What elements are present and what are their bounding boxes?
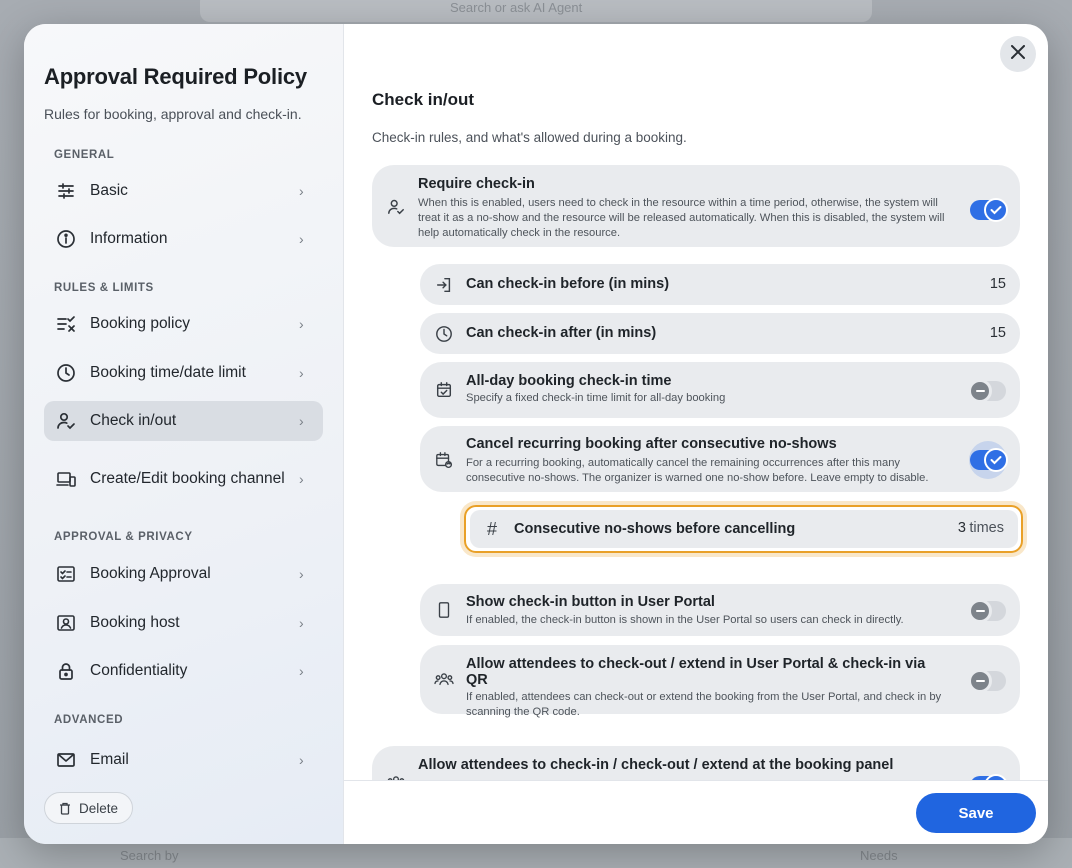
show-button-text: [466, 594, 950, 628]
sliders-icon: [56, 181, 76, 201]
clock-icon: [56, 363, 76, 383]
check-icon: [984, 198, 1008, 222]
cancel-recurring-description: For a recurring booking, automatically cancel the remaining occurrences after this many consecutive no-shows. The organizer is warned one no-show before. Leave empty to disable.: [466, 457, 929, 484]
sidebar-item-booking-time-date-limit[interactable]: [44, 353, 323, 393]
consecutive-no-shows-row[interactable]: [470, 510, 1018, 548]
sidebar-item-label: Confidentiality: [90, 662, 188, 679]
chevron-right-icon: ›: [299, 566, 304, 582]
background-search-hint: Search or ask AI Agent: [450, 0, 583, 15]
consecutive-text: [514, 521, 948, 537]
host-icon: [56, 613, 76, 633]
attendees-portal-row: [420, 645, 1020, 718]
checkin-before-text: [466, 276, 950, 292]
sidebar-item-label: Create/Edit booking channel: [90, 470, 285, 487]
minus-icon: [968, 599, 992, 623]
sidebar-item-create-edit-booking-channel[interactable]: [44, 450, 323, 508]
chevron-right-icon: ›: [299, 316, 304, 332]
background-bottom-right: Needs: [860, 848, 898, 863]
section-rules-limits: RULES & LIMITS: [54, 282, 154, 294]
attendees-portal-description: If enabled, attendees can check-out or extend the booking from the User Portal, and check in by scanning the QR code.: [466, 691, 942, 718]
show-button-title: Show check-in button in User Portal: [466, 594, 715, 610]
page-subtitle: Rules for booking, approval and check-in.: [44, 106, 302, 122]
sidebar-item-label: Information: [90, 230, 168, 247]
settings-content: [372, 90, 1020, 145]
checkin-after-title: Can check-in after (in mins): [466, 325, 657, 341]
delete-button[interactable]: [44, 792, 133, 824]
section-general: GENERAL: [54, 149, 115, 161]
info-icon: [56, 229, 76, 249]
section-description: Check-in rules, and what's allowed during a booking.: [372, 130, 687, 145]
chevron-right-icon: ›: [299, 471, 304, 487]
sidebar-item-label: Booking policy: [90, 315, 190, 332]
delete-label: Delete: [79, 800, 119, 816]
allday-description: Specify a fixed check-in time limit for all-day booking: [466, 392, 726, 404]
consecutive-value[interactable]: 3: [957, 520, 966, 536]
sidebar-item-label: Booking Approval: [90, 565, 211, 582]
mail-icon: [56, 750, 76, 770]
checkin-before-row[interactable]: [420, 264, 1020, 305]
require-checkin-description: When this is enabled, users need to check in the resource within a time period, otherwise, the system will treat it as a no-show and the resource will be released automatically. When this is disabled, the system will help automatically check in the resource.: [418, 197, 945, 239]
login-icon: [434, 275, 454, 295]
consecutive-title: Consecutive no-shows before cancelling: [514, 521, 796, 537]
main-panel: [344, 24, 1048, 844]
allday-text: [466, 373, 950, 406]
section-approval-privacy: APPROVAL & PRIVACY: [54, 531, 193, 543]
sidebar: [24, 24, 344, 844]
allday-checkin-row: [420, 362, 1020, 418]
cancel-recurring-toggle[interactable]: [970, 450, 1006, 470]
checkin-before-value[interactable]: 15: [989, 276, 1006, 292]
attendees-portal-toggle[interactable]: [970, 671, 1006, 691]
devices-icon: [56, 469, 76, 489]
page-title: Approval Required Policy: [44, 64, 307, 89]
sidebar-item-check-in-out[interactable]: [44, 401, 323, 441]
sidebar-item-label: Basic: [90, 182, 128, 199]
allday-title: All-day booking check-in time: [466, 373, 672, 389]
checkin-after-row[interactable]: [420, 313, 1020, 354]
chevron-right-icon: ›: [299, 183, 304, 199]
cancel-recurring-row: [420, 426, 1020, 492]
cancel-recurring-text: [466, 436, 950, 486]
chevron-right-icon: ›: [299, 231, 304, 247]
sidebar-item-confidentiality[interactable]: [44, 651, 323, 691]
save-button[interactable]: Save: [916, 793, 1036, 833]
attendees-panel-title: Allow attendees to check-in / check-out / extend at the booking panel: [418, 757, 894, 773]
checkin-after-value[interactable]: 15: [989, 325, 1006, 341]
require-checkin-toggle[interactable]: [970, 200, 1006, 220]
minus-icon: [968, 669, 992, 693]
chevron-right-icon: ›: [299, 413, 304, 429]
require-checkin-text: [418, 176, 950, 241]
sidebar-item-label: Check in/out: [90, 412, 177, 429]
chevron-right-icon: ›: [299, 615, 304, 631]
sidebar-item-label: Booking host: [90, 614, 180, 631]
checkin-after-text: [466, 325, 950, 341]
section-advanced: ADVANCED: [54, 714, 124, 726]
attendees-portal-text: [466, 656, 950, 720]
close-icon: [1011, 45, 1025, 64]
minus-icon: [968, 379, 992, 403]
approval-icon: [56, 564, 76, 584]
chevron-right-icon: ›: [299, 663, 304, 679]
chevron-right-icon: ›: [299, 365, 304, 381]
background-search-bar: [200, 0, 872, 22]
sidebar-item-information[interactable]: [44, 219, 323, 259]
consecutive-unit: times: [969, 520, 1004, 536]
sidebar-item-booking-approval[interactable]: [44, 554, 323, 594]
show-button-description: If enabled, the check-in button is shown in the User Portal so users can check in directly.: [466, 614, 904, 626]
person-check-icon: [386, 197, 406, 217]
require-checkin-row: [372, 165, 1020, 247]
chevron-right-icon: ›: [299, 752, 304, 768]
section-heading: Check in/out: [372, 90, 475, 109]
trash-icon: [59, 802, 71, 815]
clock-icon: [434, 324, 454, 344]
allday-toggle[interactable]: [970, 381, 1006, 401]
list-check-icon: [56, 314, 76, 334]
check-icon: [984, 448, 1008, 472]
policy-modal: [24, 24, 1048, 844]
lock-icon: [56, 661, 76, 681]
close-button[interactable]: [1000, 36, 1036, 72]
sidebar-item-booking-host[interactable]: [44, 603, 323, 643]
attendees-panel-text: [418, 757, 950, 773]
cancel-recurring-title: Cancel recurring booking after consecutive no-shows: [466, 436, 837, 452]
calendar-repeat-icon: [434, 450, 454, 470]
background-bottom-left: Search by: [120, 848, 179, 863]
sidebar-item-basic[interactable]: [44, 171, 323, 211]
sidebar-item-booking-policy[interactable]: [44, 304, 323, 344]
footer: [344, 780, 1048, 844]
show-checkin-button-row: [420, 584, 1020, 636]
checkin-before-title: Can check-in before (in mins): [466, 276, 670, 292]
sidebar-item-email[interactable]: [44, 740, 323, 780]
require-checkin-title: Require check-in: [418, 176, 535, 192]
hash-icon: #: [486, 518, 497, 539]
group-icon: [434, 669, 454, 689]
sidebar-item-label: Email: [90, 751, 129, 768]
show-button-toggle[interactable]: [970, 601, 1006, 621]
attendees-portal-title: Allow attendees to check-out / extend in User Portal & check-in via QR: [466, 656, 926, 688]
person-check-icon: [56, 411, 76, 431]
sidebar-item-label: Booking time/date limit: [90, 364, 246, 381]
calendar-check-icon: [434, 380, 454, 400]
phone-icon: [434, 600, 454, 620]
